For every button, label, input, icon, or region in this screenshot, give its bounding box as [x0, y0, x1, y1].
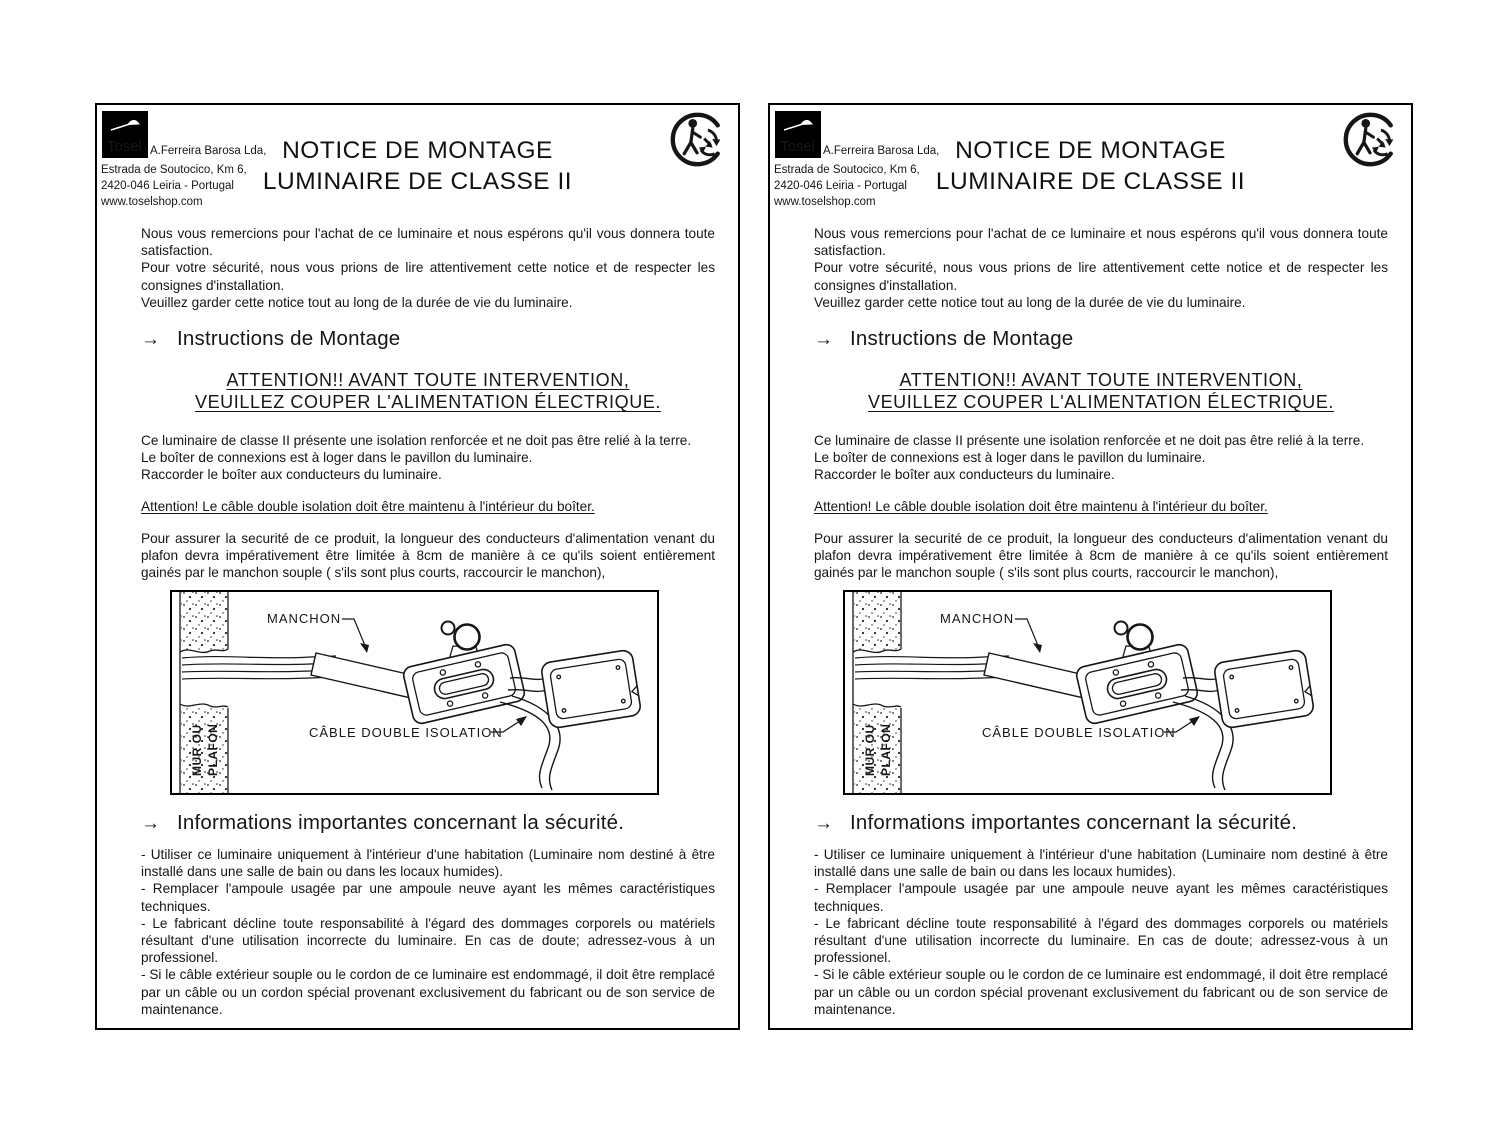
cable-attention-note: Attention! Le câble double isolation doit être maintenu à l'intérieur du boîter.: [814, 499, 1268, 514]
arrow-right-icon: →: [141, 329, 160, 350]
intro-paragraph: [141, 225, 715, 311]
cable-label: CÂBLE DOUBLE ISOLATION: [982, 725, 1176, 740]
power-warning-line2: VEUILLEZ COUPER L'ALIMENTATION ÉLECTRIQUE.: [867, 392, 1335, 412]
cover-plate: [1213, 649, 1314, 729]
page-title-line2: LUMINAIRE DE CLASSE II: [262, 168, 573, 195]
safety-item: - Remplacer l'ampoule usagée par une ampoule neuve ayant les mêmes caractéristiques techniques.: [814, 881, 1388, 914]
class2-paragraph: [141, 432, 715, 484]
company-name: A.Ferreira Barosa Lda,: [150, 145, 267, 157]
intro-line-2: Pour votre sécurité, nous vous prions de lire attentivement cette notice et de respecter les consignes d'installation.: [141, 260, 715, 293]
notice-page: [95, 103, 740, 1030]
cable-attention-note: Attention! Le câble double isolation doit être maintenu à l'intérieur du boîter.: [141, 499, 595, 514]
intro-line-1: Nous vous remercions pour l'achat de ce luminaire et nous espérons qu'il vous donnera toute satisfaction.: [141, 226, 715, 259]
intro-line-1: Nous vous remercions pour l'achat de ce luminaire et nous espérons qu'il vous donnera toute satisfaction.: [814, 226, 1388, 259]
class2-line3: Raccorder le boîter aux conducteurs du luminaire.: [814, 467, 1115, 483]
safety-items: [814, 846, 1388, 1018]
class2-paragraph: [814, 432, 1388, 484]
section-montage-heading: [141, 327, 715, 350]
sleeve-label: MANCHON: [267, 611, 342, 626]
cable-label: CÂBLE DOUBLE ISOLATION: [309, 725, 503, 740]
safety-item: - Remplacer l'ampoule usagée par une ampoule neuve ayant les mêmes caractéristiques techniques.: [141, 881, 715, 914]
class2-line2: Le boîter de connexions est à loger dans le pavillon du luminaire.: [814, 450, 1206, 466]
section-safety-title: Informations importantes concernant la sécurité.: [850, 811, 1298, 834]
junction-box: [1075, 643, 1199, 725]
wall-label-line1: MUR OU: [190, 724, 204, 776]
safety-item: - Si le câble extérieur souple ou le cordon de ce luminaire est endommagé, il doit être remplacé par un câble ou un cordon spécial provenant exclusivement du fabricant ou de son service de maintenance.: [141, 967, 715, 1017]
power-warning: [814, 369, 1388, 413]
installation-diagram: [843, 590, 1332, 795]
class2-line3: Raccorder le boîter aux conducteurs du luminaire.: [141, 467, 442, 483]
page-title-line1: NOTICE DE MONTAGE: [282, 137, 553, 164]
sleeve-label: MANCHON: [940, 611, 1015, 626]
address-line-1: Estrada de Soutocico, Km 6,: [774, 164, 920, 176]
arrow-right-icon: →: [814, 813, 833, 834]
section-montage-title: Instructions de Montage: [177, 327, 401, 350]
wall-label-line1: MUR OU: [863, 724, 877, 776]
svg-text:Tosel: Tosel: [107, 138, 143, 155]
address-line-1: Estrada de Soutocico, Km 6,: [101, 164, 247, 176]
class2-line1: Ce luminaire de classe II présente une isolation renforcée et ne doit pas être relié à la terre.: [141, 433, 692, 448]
section-montage-heading: [814, 327, 1388, 350]
installation-diagram-drawing: [170, 590, 659, 795]
page-title: [97, 135, 738, 197]
safety-item: - Utiliser ce luminaire uniquement à l'intérieur d'une habitation (Luminaire nom destiné à être installé dans une salle de bain ou dans les locaux humides).: [141, 847, 715, 880]
intro-line-3: Veuillez garder cette notice tout au long de la durée de vie du luminaire.: [141, 294, 573, 310]
company-website: www.toselshop.com: [101, 196, 203, 208]
class2-line2: Le boîter de connexions est à loger dans le pavillon du luminaire.: [141, 450, 533, 466]
section-montage-title: Instructions de Montage: [850, 327, 1074, 350]
intro-line-3: Veuillez garder cette notice tout au long de la durée de vie du luminaire.: [814, 294, 1246, 310]
junction-box: [402, 643, 526, 725]
safety-items: [141, 846, 715, 1018]
page-title-line1: NOTICE DE MONTAGE: [955, 137, 1226, 164]
installation-diagram: [170, 590, 659, 795]
intro-paragraph: [814, 225, 1388, 311]
safety-item: - Si le câble extérieur souple ou le cordon de ce luminaire est endommagé, il doit être remplacé par un câble ou un cordon spécial provenant exclusivement du fabricant ou de son service de maintenance.: [814, 967, 1388, 1017]
section-safety-heading: [141, 811, 715, 834]
installation-diagram-drawing: [843, 590, 1332, 795]
arrow-right-icon: →: [814, 329, 833, 350]
company-website: www.toselshop.com: [774, 196, 876, 208]
safety-item: - Le fabricant décline toute responsabilité à l'égard des dommages corporels ou matériels résultant d'une utilisation incorrecte du luminaire. En cas de doute; adressez-vous à un professionel.: [141, 915, 715, 966]
address-line-2: 2420-046 Leiria - Portugal: [774, 180, 907, 192]
wall-label-line2: PLAFON: [206, 723, 220, 776]
section-safety-heading: [814, 811, 1388, 834]
safety-item: - Utiliser ce luminaire uniquement à l'intérieur d'une habitation (Luminaire nom destiné à être installé dans une salle de bain ou dans les locaux humides).: [814, 847, 1388, 880]
triman-recycling-icon: [669, 111, 726, 168]
page-title: [770, 135, 1411, 197]
sleeve-paragraph: Pour assurer la securité de ce produit, la longueur des conducteurs d'alimentation venant du plafon devra impérativement être limitée à 8cm de manière à ce qu'ils soient entièrement gainés par le manchon souple ( s'ils sont plus courts, raccourcir le manchon),: [141, 531, 715, 581]
address-line-2: 2420-046 Leiria - Portugal: [101, 180, 234, 192]
triman-recycling-icon: [1342, 111, 1399, 168]
page-title-line2: LUMINAIRE DE CLASSE II: [935, 168, 1246, 195]
wall-band: [853, 592, 901, 793]
intro-line-2: Pour votre sécurité, nous vous prions de lire attentivement cette notice et de respecter les consignes d'installation.: [814, 260, 1388, 293]
svg-text:Tosel: Tosel: [780, 138, 816, 155]
power-warning-line1: ATTENTION!! AVANT TOUTE INTERVENTION,: [226, 370, 630, 390]
class2-line1: Ce luminaire de classe II présente une isolation renforcée et ne doit pas être relié à la terre.: [814, 433, 1365, 448]
section-safety-title: Informations importantes concernant la sécurité.: [177, 811, 625, 834]
company-name: A.Ferreira Barosa Lda,: [823, 145, 940, 157]
power-warning-line1: ATTENTION!! AVANT TOUTE INTERVENTION,: [899, 370, 1303, 390]
safety-item: - Le fabricant décline toute responsabilité à l'égard des dommages corporels ou matériels résultant d'une utilisation incorrecte du luminaire. En cas de doute; adressez-vous à un professionel.: [814, 915, 1388, 966]
power-warning-line2: VEUILLEZ COUPER L'ALIMENTATION ÉLECTRIQUE.: [194, 392, 662, 412]
cover-plate: [540, 649, 641, 729]
wall-band: [180, 592, 228, 793]
wall-label-line2: PLAFON: [879, 723, 893, 776]
sleeve-paragraph: Pour assurer la securité de ce produit, la longueur des conducteurs d'alimentation venant du plafon devra impérativement être limitée à 8cm de manière à ce qu'ils soient entièrement gainés par le manchon souple ( s'ils sont plus courts, raccourcir le manchon),: [814, 531, 1388, 581]
arrow-right-icon: →: [141, 813, 160, 834]
power-warning: [141, 369, 715, 413]
notice-page: [768, 103, 1413, 1030]
